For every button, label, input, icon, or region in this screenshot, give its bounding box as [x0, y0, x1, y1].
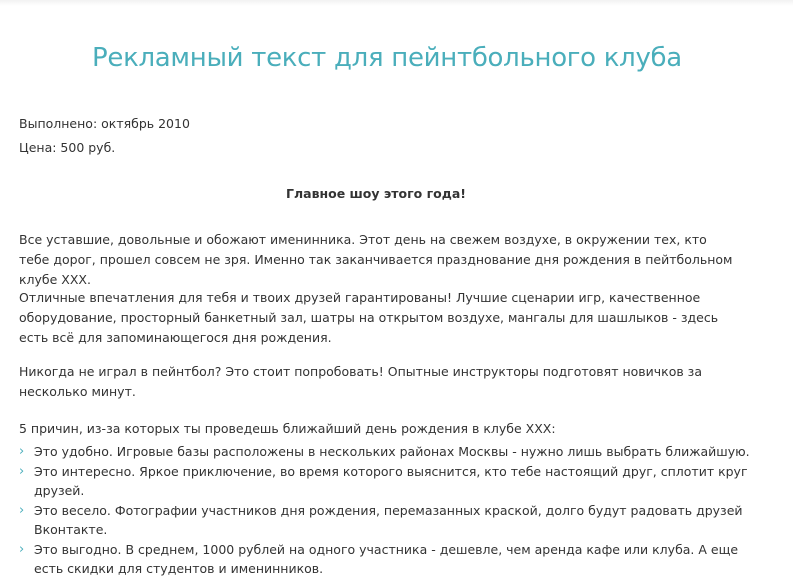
reason-text: Это выгодно. В среднем, 1000 рублей на одного участника - дешевле, чем аренда кафе или клуба. А еще есть скидки для студентов и именинников. — [34, 542, 739, 576]
chevron-right-icon: › — [19, 542, 25, 557]
chevron-right-icon: › — [19, 503, 25, 518]
page-title: Рекламный текст для пейнтбольного клуба — [92, 43, 682, 73]
reason-text: Это удобно. Игровые базы расположены в нескольких районах Москвы - нужно лишь выбрать ближайшую. — [34, 444, 750, 459]
reason-text: Это интересно. Яркое приключение, во время которого выяснится, кто тебе настоящий друг, сплотит круг друзей. — [34, 464, 748, 498]
headline: Главное шоу этого года! — [286, 186, 466, 201]
paragraph-newcomers: Никогда не играл в пейнтбол? Это стоит попробовать! Опытные инструкторы подготовят новичков за несколько минут. — [19, 364, 702, 399]
completed-date: Выполнено: октябрь 2010 — [19, 116, 190, 131]
top-shadow-bar — [0, 0, 793, 6]
list-item — [19, 462, 759, 500]
paragraph-impressions: Отличные впечатления для тебя и твоих друзей гарантированы! Лучшие сценарии игр, качественное оборудование, просторный банкетный зал, шатры на открытом воздухе, мангалы для шашлыков - здесь есть всё для запоминающегося дня рождения. — [19, 290, 719, 345]
reason-text: Это весело. Фотографии участников дня рождения, перемазанных краской, долго будут радовать друзей Вконтакте. — [34, 503, 743, 537]
reasons-list — [19, 442, 759, 579]
price: Цена: 500 руб. — [19, 140, 116, 155]
chevron-right-icon: › — [19, 444, 25, 459]
paragraph-intro: Все уставшие, довольные и обожают именинника. Этот день на свежем воздухе, в окружении тех, кто тебе дорог, прошел совсем не зря. Именно так заканчивается празднование дня рождения в пейтбольном клубе ХХХ. — [19, 232, 733, 287]
paragraph-reasons-intro: 5 причин, из-за которых ты проведешь ближайший день рождения в клубе ХХХ: — [19, 421, 556, 436]
chevron-right-icon: › — [19, 464, 25, 479]
list-item — [19, 501, 759, 539]
list-item — [19, 540, 759, 578]
list-item — [19, 442, 759, 461]
